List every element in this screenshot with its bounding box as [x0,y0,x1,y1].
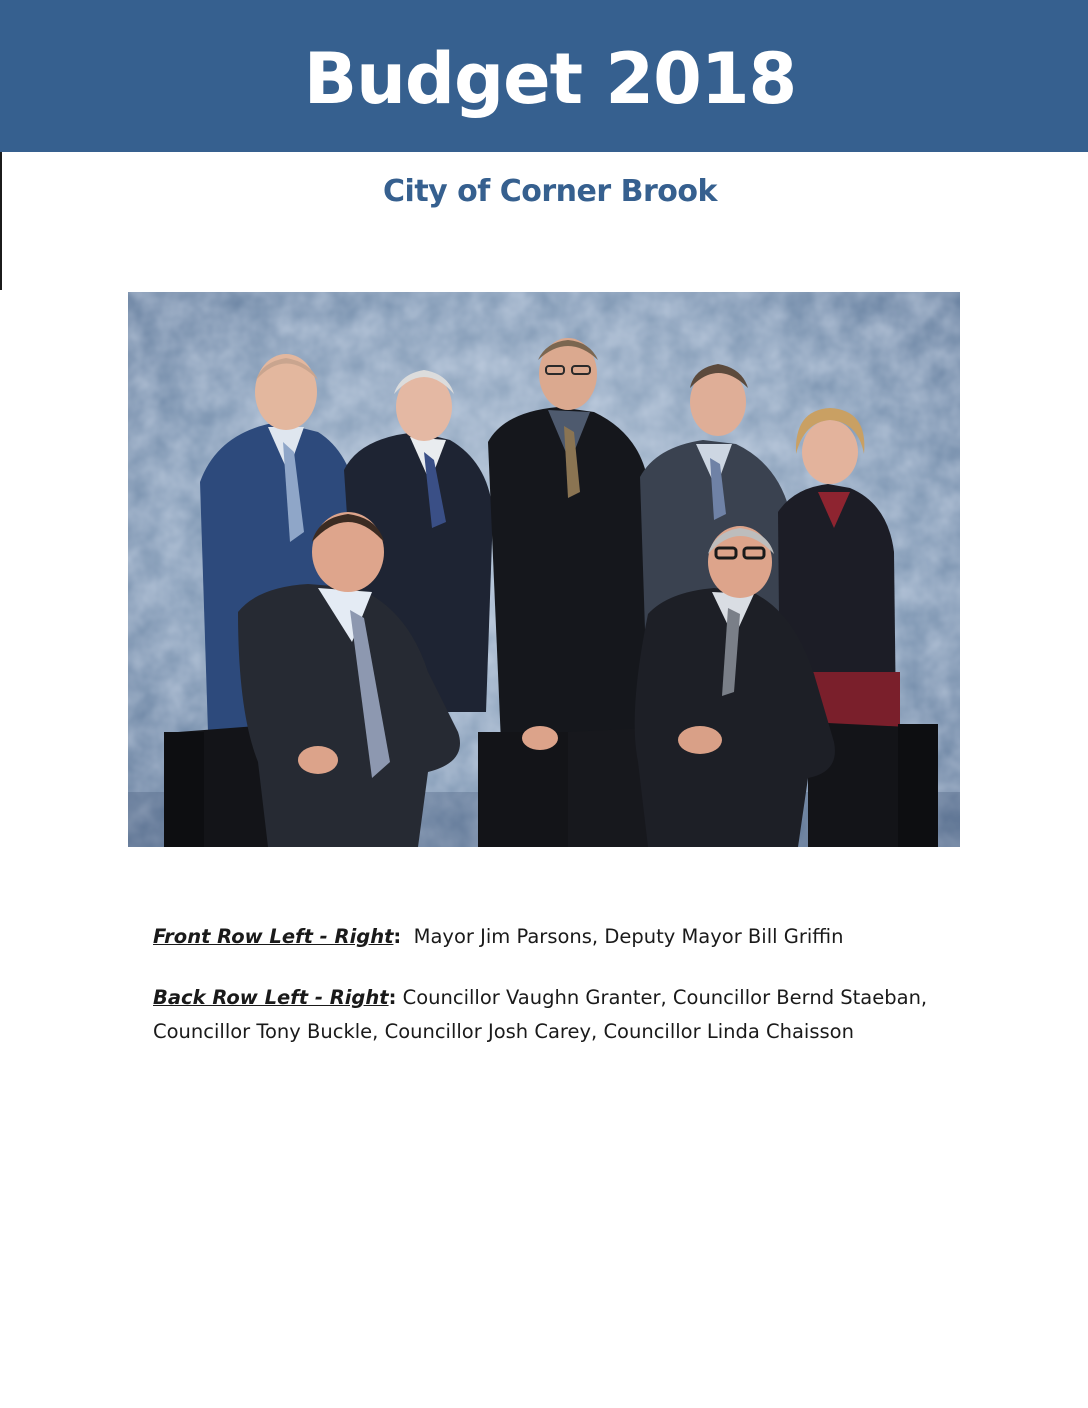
back-row-label: Back Row Left - Right [153,986,389,1009]
back-row-caption: Back Row Left - Right: Councillor Vaughn Granter, Councillor Bernd Staeban, Councillor Tony Buckle, Councillor Josh Carey, Councillor Linda Chaisson [153,986,928,1043]
council-group-photo [128,292,960,847]
front-row-caption: Front Row Left - Right: Mayor Jim Parsons, Deputy Mayor Bill Griffin [153,925,844,948]
page-title: Budget 2018 [303,38,797,120]
front-row-names: Mayor Jim Parsons, Deputy Mayor Bill Griffin [413,925,844,948]
page-subtitle: City of Corner Brook [383,174,717,209]
front-row-label: Front Row Left - Right [153,925,394,948]
back-row-names: Councillor Vaughn Granter, Councillor Bernd Staeban, Councillor Tony Buckle, Councillor Josh Carey, Councillor Linda Chaisson [153,986,928,1043]
